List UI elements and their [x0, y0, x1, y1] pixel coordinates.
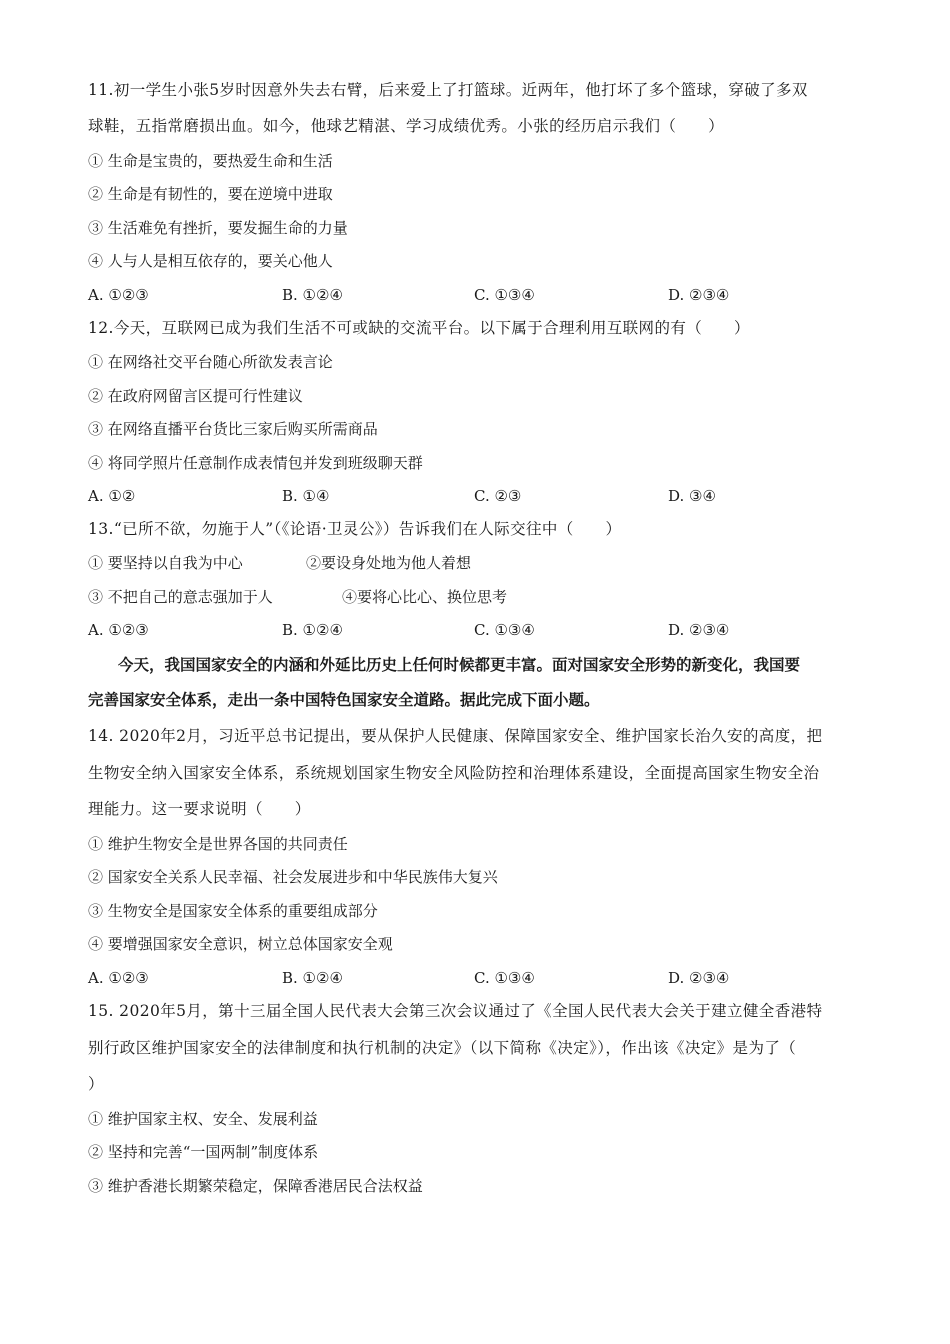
q12-item-4: ④ 将同学照片任意制作成表情包并发到班级聊天群: [88, 454, 423, 472]
q14-stem-line2: 生物安全纳入国家安全体系，系统规划国家生物安全风险防控和治理体系建设，全面提高国家生物安全治: [88, 764, 820, 782]
q11-choice-d: D. ②③④: [668, 286, 730, 304]
q13-choice-a: A. ①②③: [88, 621, 149, 639]
q13-choice-d: D. ②③④: [668, 621, 730, 639]
q11-choice-a: A. ①②③: [88, 286, 149, 304]
q13-item-4: ④要将心比心、换位思考: [342, 588, 508, 606]
q14-item-2: ② 国家安全关系人民幸福、社会发展进步和中华民族伟大复兴: [88, 868, 498, 886]
q13-choice-c: C. ①③④: [474, 621, 535, 639]
q12-choice-a: A. ①②: [88, 487, 136, 505]
q11-choice-b: B. ①②④: [282, 286, 343, 304]
q14-item-1: ① 维护生物安全是世界各国的共同责任: [88, 835, 348, 853]
q12-stem: 12.今天，互联网已成为我们生活不可或缺的交流平台。以下属于合理利用互联网的有（ ）: [88, 319, 750, 337]
q14-stem-line3: 理能力。这一要求说明（ ）: [88, 800, 311, 818]
q11-item-1: ① 生命是宝贵的，要热爱生命和生活: [88, 152, 333, 170]
q13-item-3: ③ 不把自己的意志强加于人: [88, 588, 273, 606]
q14-choice-d: D. ②③④: [668, 969, 730, 987]
q11-choice-c: C. ①③④: [474, 286, 535, 304]
q11-item-2: ② 生命是有韧性的，要在逆境中进取: [88, 185, 333, 203]
q13-item-1: ① 要坚持以自我为中心: [88, 554, 243, 572]
q14-choice-c: C. ①③④: [474, 969, 535, 987]
q15-item-1: ① 维护国家主权、安全、发展利益: [88, 1110, 318, 1128]
q12-choice-d: D. ③④: [668, 487, 716, 505]
q12-item-1: ① 在网络社交平台随心所欲发表言论: [88, 353, 333, 371]
intro-line1: 今天，我国国家安全的内涵和外延比历史上任何时候都更丰富。面对国家安全形势的新变化，我国要: [118, 656, 801, 674]
q11-stem-line1: 11.初一学生小张5岁时因意外失去右臂，后来爱上了打篮球。近两年，他打坏了多个篮球，穿破了多双: [88, 81, 808, 99]
q11-item-3: ③ 生活难免有挫折，要发掘生命的力量: [88, 219, 348, 237]
q11-stem-line2: 球鞋，五指常磨损出血。如今，他球艺精湛、学习成绩优秀。小张的经历启示我们（ ）: [88, 117, 725, 135]
q12-choice-b: B. ①④: [282, 487, 330, 505]
q13-choice-b: B. ①②④: [282, 621, 343, 639]
q14-choice-a: A. ①②③: [88, 969, 149, 987]
q15-stem-line1: 15. 2020年5月，第十三届全国人民代表大会第三次会议通过了《全国人民代表大会关于建立健全香港特: [88, 1002, 823, 1020]
q11-item-4: ④ 人与人是相互依存的，要关心他人: [88, 252, 333, 270]
q12-item-2: ② 在政府网留言区提可行性建议: [88, 387, 303, 405]
q13-stem: 13.“已所不欲，勿施于人”（《论语·卫灵公》）告诉我们在人际交往中（ ）: [88, 520, 622, 538]
q13-item-2: ②要设身处地为他人着想: [306, 554, 472, 572]
q15-item-3: ③ 维护香港长期繁荣稳定，保障香港居民合法权益: [88, 1177, 423, 1195]
q15-item-2: ② 坚持和完善“一国两制”制度体系: [88, 1143, 319, 1161]
q15-stem-line2: 别行政区维护国家安全的法律制度和执行机制的决定》（以下简称《决定》），作出该《决定》是为了（: [88, 1039, 797, 1057]
q15-stem-line3: ）: [88, 1075, 104, 1093]
intro-line2: 完善国家安全体系，走出一条中国特色国家安全道路。据此完成下面小题。: [88, 691, 600, 709]
q14-item-4: ④ 要增强国家安全意识，树立总体国家安全观: [88, 935, 393, 953]
q14-item-3: ③ 生物安全是国家安全体系的重要组成部分: [88, 902, 378, 920]
q14-choice-b: B. ①②④: [282, 969, 343, 987]
q12-choice-c: C. ②③: [474, 487, 522, 505]
q12-item-3: ③ 在网络直播平台货比三家后购买所需商品: [88, 420, 378, 438]
q14-stem-line1: 14. 2020年2月，习近平总书记提出，要从保护人民健康、保障国家安全、维护国家长治久安的高度，把: [88, 727, 823, 745]
